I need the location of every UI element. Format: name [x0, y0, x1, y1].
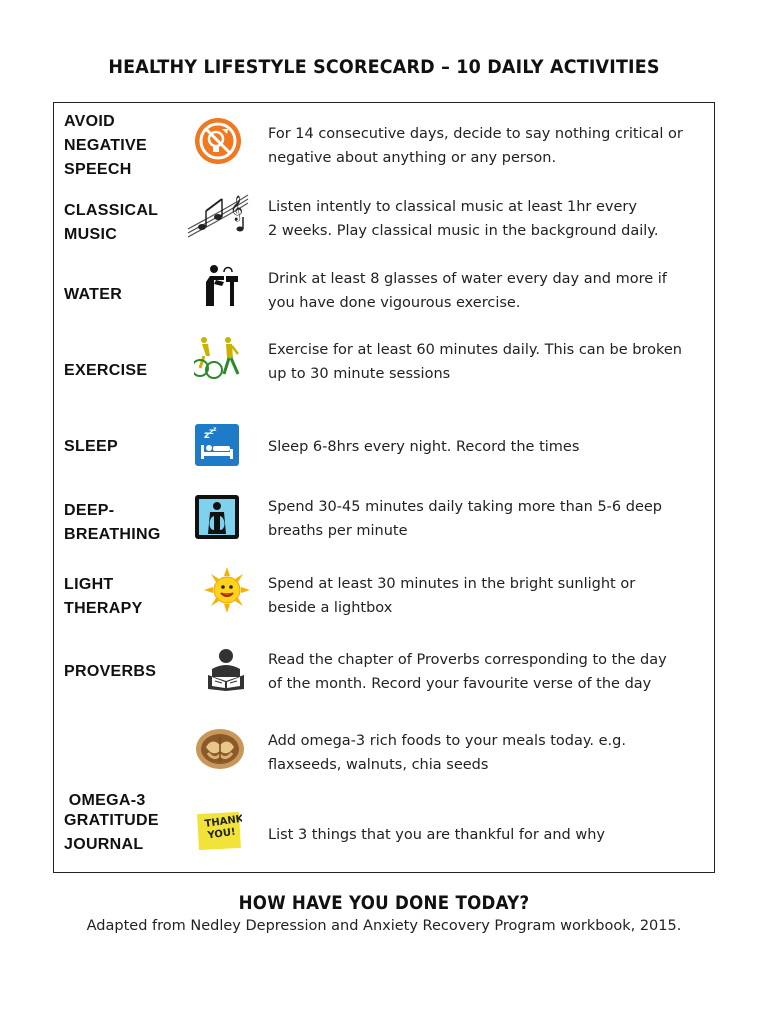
svg-text:𝄞: 𝄞 [230, 196, 244, 221]
lungs-icon [194, 494, 240, 540]
svg-text:YOU!: YOU! [206, 826, 237, 842]
sleep-bed-icon [194, 423, 240, 467]
activity-description: List 3 things that you are thankful for and why [268, 827, 605, 843]
activity-description: Drink at least 8 glasses of water every day and more if you have done vigourous exercise. [268, 271, 667, 311]
activity-description: For 14 consecutive days, decide to say nothing critical or negative about anything or any person. [268, 126, 683, 166]
activity-description: Spend 30-45 minutes daily taking more than 5-6 deep breaths per minute [268, 499, 662, 539]
no-negativity-icon [194, 117, 242, 165]
cycling-walking-icon [194, 334, 242, 382]
scorecard-table [53, 102, 715, 873]
activity-label: OMEGA-3 [64, 792, 146, 809]
reading-person-icon [204, 647, 248, 691]
activity-label: EXERCISE [64, 362, 148, 379]
closing-question: HOW HAVE YOU DONE TODAY? [238, 893, 530, 914]
activity-label: GRATITUDE JOURNAL [64, 812, 159, 853]
svg-text:z: z [204, 430, 210, 441]
walnuts-icon [194, 723, 246, 771]
activity-description: Read the chapter of Proverbs corresponding to the day of the month. Record your favourite verse of the day [268, 652, 667, 692]
activity-label: DEEP- BREATHING [64, 502, 161, 543]
activity-description: Exercise for at least 60 minutes daily. This can be broken up to 30 minute sessions [268, 342, 682, 382]
source-credit: Adapted from Nedley Depression and Anxiety Recovery Program workbook, 2015. [86, 918, 682, 934]
music-notes-icon [186, 189, 250, 241]
activity-label: LIGHT THERAPY [64, 576, 143, 617]
thank-you-note-icon [196, 809, 242, 851]
activity-description: Add omega-3 rich foods to your meals today. e.g. flaxseeds, walnuts, chia seeds [268, 733, 626, 773]
activity-description: Listen intently to classical music at least 1hr every 2 weeks. Play classical music in the background daily. [268, 199, 659, 239]
page-title: HEALTHY LIFESTYLE SCORECARD – 10 DAILY ACTIVITIES [108, 56, 660, 78]
svg-text:z: z [213, 426, 217, 433]
activity-label: CLASSICAL MUSIC [64, 202, 159, 243]
drinking-fountain-icon [194, 262, 242, 310]
activity-label: SLEEP [64, 438, 118, 455]
activity-description: Sleep 6-8hrs every night. Record the times [268, 439, 580, 455]
svg-text:z: z [209, 427, 214, 436]
svg-text:THANK: THANK [204, 813, 242, 830]
activity-label: PROVERBS [64, 663, 157, 680]
activity-label: AVOID NEGATIVE SPEECH [64, 113, 148, 178]
sun-icon [204, 567, 250, 613]
activity-label: WATER [64, 286, 123, 303]
activity-description: Spend at least 30 minutes in the bright sunlight or beside a lightbox [268, 576, 636, 616]
